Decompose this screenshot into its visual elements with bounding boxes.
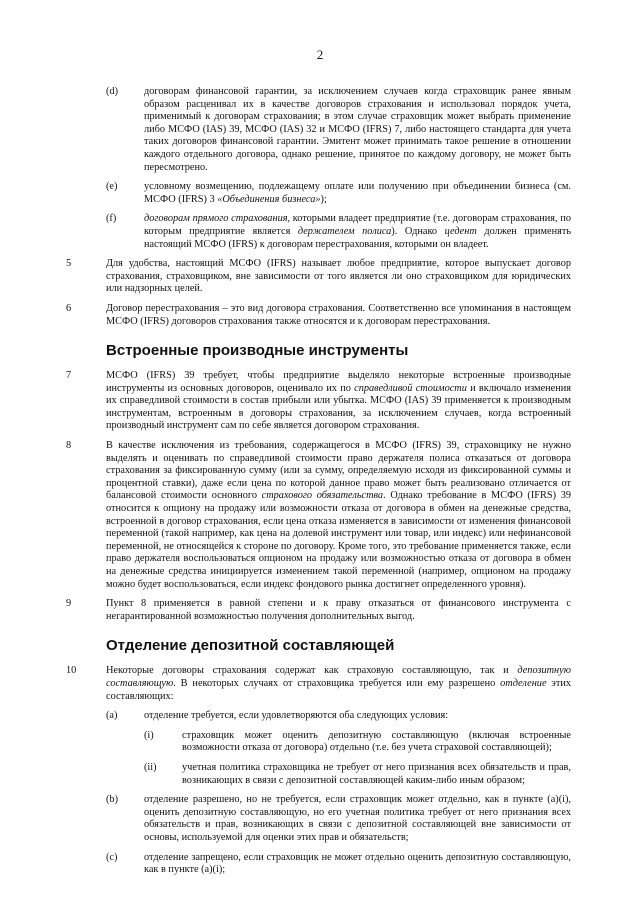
item-text: договорам финансовой гарантии, за исключением случаев когда страховщик ранее явным образом расценивал их в качестве договоров страхования и использовал порядок учета, применимый к договорам страхования; в этом случае страховщик может выбрать применение либо МСФО (IAS) 39, МСФО (IAS) 32 и МСФО (IFRS) 7, либо настоящего стандарта для учета таких договоров финансовой гарантии. Эмитент может принимать такое решение в отношении каждого отдельного договора, однако решение, принятое по каждому договору, не может быть пересмотрено. [144, 86, 571, 173]
item-text: договорам прямого страхования, которыми владеет предприятие (т.е. договорам страхования, по которым предприятие является держателем полиса). Однако цедент должен применять настоящий МСФО (IFRS) к договорам перестрахования, которыми он владеет. [144, 213, 572, 250]
item-label: (a) [106, 710, 118, 722]
item-label: (e) [106, 181, 118, 193]
paragraph-number: 8 [66, 440, 72, 452]
section-heading-embedded-derivatives: Встроенные производные инструменты [106, 342, 409, 360]
document-body [66, 80, 571, 877]
paragraph-number: 10 [66, 665, 77, 677]
paragraph-5 [66, 258, 571, 296]
item-text: отделение запрещено, если страховщик не может отдельно оценить депозитную составляющую, как в пункте (a)(i); [144, 851, 571, 876]
paragraph-9 [66, 598, 571, 623]
page-number: 2 [316, 47, 324, 62]
item-label: (f) [106, 213, 117, 225]
item-text: условному возмещению, подлежащему оплате или получению при объединении бизнеса (см. МСФО (IFRS) 3 «Объединения бизнеса»); [144, 181, 571, 205]
paragraph-text: МСФО (IFRS) 39 требует, чтобы предприятие выделяло некоторые встроенные производные инструменты из основных договоров, оценивало их по справедливой стоимости и включало изменения их справедливой стоимости в состав прибыли или убытка. МСФО (IAS) 39 применяется к производным инструментам, встроенным в договоры страхования, за исключением случаев, когда встроенный производный инструмент сам по себе является договором страхования. [106, 370, 571, 432]
paragraph-text: В качестве исключения из требования, содержащегося в МСФО (IFRS) 39, страховщику не нужно выделять и оценивать по справедливой стоимости право держателя полиса отказаться от договора страхования за фиксированную сумму (или за сумму, определяемую исходя из фиксированной суммы и процентной ставки), даже если цена по которой данное право может быть реализовано отличается от балансовой стоимости основного страхового обязательства. Однако требование в МСФО (IFRS) 39 относится к опциону на продажу или возможности отказа от договора в обмен на денежные средства, встроенной в договор страхования, если цена отказа изменяется в зависимости от изменения финансовой переменной (такой например, как цена на долевой инструмент или товар, или индекс) или нефинансовой переменной, не относящейся к стороне по договору. Кроме того, это требование применяется также, если право держателя воспользоваться опционом на продажу или возможностью отказа от договора в обмен на денежные средства инициируется изменением такой переменной (например, опционом на продажу можно будет воспользоваться, если индекс фондового рынка достигнет определенного уровня). [106, 440, 571, 590]
item-label: (c) [106, 851, 118, 863]
paragraph-text: Некоторые договоры страхования содержат как страховую составляющую, так и депозитную составляющую. В некоторых случаях от страховщика требуется или ему разрешено отделение этих составляющих: [106, 665, 571, 702]
section-heading-deposit-component: Отделение депозитной составляющей [106, 637, 395, 655]
item-label: (d) [106, 86, 119, 97]
paragraph-number: 7 [66, 370, 72, 382]
list-item-f [106, 213, 571, 251]
list-item-10b [106, 794, 571, 844]
paragraph-text: Договор перестрахования – это вид договора страхования. Соответственно все упоминания в настоящем МСФО (IFRS) договоров страхования также относятся и к договорам перестрахования. [106, 302, 571, 327]
paragraph-text: Для удобства, настоящий МСФО (IFRS) называет любое предприятие, которое выпускает договор страхования, страховщиком, вне зависимости от того является ли оно страховщиком для юридических или надзорных целей. [106, 258, 571, 295]
list-item-10a [106, 710, 571, 723]
paragraph-8 [66, 440, 571, 591]
sub-item-ii [144, 762, 571, 787]
paragraph-7 [66, 370, 571, 433]
item-label: (b) [106, 794, 119, 806]
paragraph-text: Пункт 8 применяется в равной степени и к праву отказаться от финансового инструмента с негарантированной возможностью получения дополнительных выгод. [106, 598, 571, 622]
list-item-d [106, 86, 571, 174]
paragraph-number: 6 [66, 302, 72, 314]
paragraph-number: 5 [66, 258, 72, 270]
sub-item-text: страховщик может оценить депозитную составляющую (включая встроенные возможности отказа от договора) отдельно (т.е. без учета страховой составляющей); [182, 729, 571, 754]
paragraph-6 [66, 303, 571, 328]
list-item-10c [106, 852, 571, 877]
sub-item-i [144, 730, 571, 755]
list-item-e [106, 181, 571, 206]
sub-item-label: (i) [144, 729, 154, 741]
sub-item-label: (ii) [144, 761, 157, 773]
paragraph-10 [66, 665, 571, 703]
item-text: отделение разрешено, но не требуется, если страховщик может отдельно, как в пункте (a)(i), оценить депозитную составляющую, но его учетная политика требует от него признания всех обязательств и прав, возникающих в связи с депозитной составляющей вне зависимости от основы, используемой для оценки этих прав и обязательств; [144, 794, 571, 843]
item-text: отделение требуется, если удовлетворяются оба следующих условия: [144, 710, 449, 722]
paragraph-number: 9 [66, 598, 72, 610]
sub-item-text: учетная политика страховщика не требует от него признания всех обязательств и прав, возникающих в связи с депозитной составляющей каким-либо иным образом; [182, 761, 571, 786]
